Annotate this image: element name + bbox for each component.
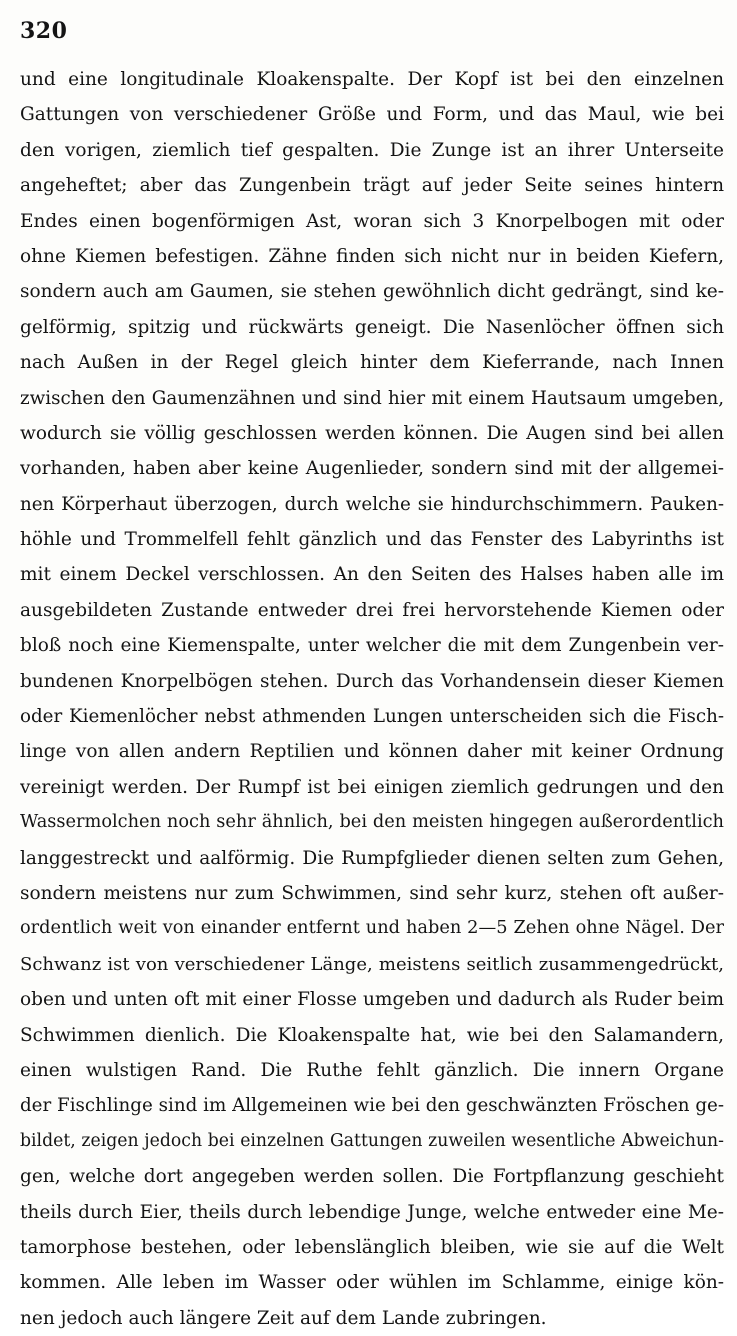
text-line: nen jedoch auch längere Zeit auf dem Lande zubringen. [20, 1307, 547, 1329]
text-line: ausgebildeten Zustande entweder drei frei hervorstehende Kiemen oder [20, 599, 724, 621]
text-line: Endes einen bogenförmigen Ast, woran sich 3 Knorpelbogen mit oder [20, 210, 724, 232]
text-line: langgestreckt und aalförmig. Die Rumpfglieder dienen selten zum Gehen, [20, 847, 724, 869]
text-line: oder Kiemenlöcher nebst athmenden Lungen unterscheiden sich die Fisch- [20, 706, 724, 728]
text-line: der Fischlinge sind im Allgemeinen wie bei den geschwänzten Fröschen ge- [20, 1095, 724, 1117]
body-text [20, 62, 724, 1336]
text-line: bloß noch eine Kiemenspalte, unter welcher die mit dem Zungenbein ver- [20, 635, 724, 657]
text-line: gen, welche dort angegeben werden sollen. Die Fortpflanzung geschieht [20, 1166, 724, 1188]
text-line: theils durch Eier, theils durch lebendige Junge, welche entweder eine Me- [20, 1201, 724, 1223]
text-line: mit einem Deckel verschlossen. An den Seiten des Halses haben alle im [20, 564, 724, 586]
text-line: vorhanden, haben aber keine Augenlieder, sondern sind mit der allgemei- [20, 458, 724, 480]
text-line: nach Außen in der Regel gleich hinter dem Kieferrande, nach Innen [20, 352, 724, 374]
text-line: den vorigen, ziemlich tief gespalten. Die Zunge ist an ihrer Unterseite [20, 139, 724, 161]
text-line: nen Körperhaut überzogen, durch welche sie hindurchschimmern. Pauken- [20, 493, 724, 515]
text-line: oben und unten oft mit einer Flosse umgeben und dadurch als Ruder beim [20, 989, 724, 1011]
text-line: und eine longitudinale Kloakenspalte. Der Kopf ist bei den einzelnen [20, 69, 724, 90]
text-line: sondern auch am Gaumen, sie stehen gewöhnlich dicht gedrängt, sind ke- [20, 281, 724, 303]
text-line: kommen. Alle leben im Wasser oder wühlen im Schlamme, einige kön- [20, 1272, 724, 1294]
text-line: Schwimmen dienlich. Die Kloakenspalte hat, wie bei den Salamandern, [20, 1024, 724, 1046]
text-line: Gattungen von verschiedener Größe und Form, und das Maul, wie bei [20, 104, 724, 126]
text-line: wodurch sie völlig geschlossen werden können. Die Augen sind bei allen [20, 422, 724, 444]
text-line: tamorphose bestehen, oder lebenslänglich bleiben, wie sie auf die Welt [20, 1236, 724, 1258]
text-line: linge von allen andern Reptilien und können daher mit keiner Ordnung [20, 741, 724, 763]
text-line: angeheftet; aber das Zungenbein trägt auf jeder Seite seines hintern [20, 175, 724, 197]
text-line: zwischen den Gaumenzähnen und sind hier mit einem Hautsaum umgeben, [20, 387, 724, 409]
text-line: ordentlich weit von einander entfernt und haben 2—5 Zehen ohne Nägel. Der [20, 918, 724, 939]
text-line: höhle und Trommelfell fehlt gänzlich und das Fenster des Labyrinths ist [20, 529, 724, 551]
text-line: bildet, zeigen jedoch bei einzelnen Gattungen zuweilen wesentliche Abweichun- [20, 1130, 724, 1151]
text-line: Wassermolchen noch sehr ähnlich, bei den meisten hingegen außerordentlich [20, 812, 724, 833]
text-line: bundenen Knorpelbögen stehen. Durch das Vorhandensein dieser Kiemen [20, 670, 724, 692]
text-line: gelförmig, spitzig und rückwärts geneigt. Die Nasenlöcher öffnen sich [20, 316, 724, 338]
text-line: Schwanz ist von verschiedener Länge, meistens seitlich zusammengedrückt, [20, 953, 724, 975]
text-line: ohne Kiemen befestigen. Zähne finden sich nicht nur in beiden Kiefern, [20, 245, 724, 267]
text-line: vereinigt werden. Der Rumpf ist bei einigen ziemlich gedrungen und den [20, 776, 724, 798]
text-line: einen wulstigen Rand. Die Ruthe fehlt gänzlich. Die innern Organe [20, 1059, 724, 1081]
page-number: 320 [20, 18, 68, 44]
text-line: sondern meistens nur zum Schwimmen, sind sehr kurz, stehen oft außer- [20, 882, 724, 904]
